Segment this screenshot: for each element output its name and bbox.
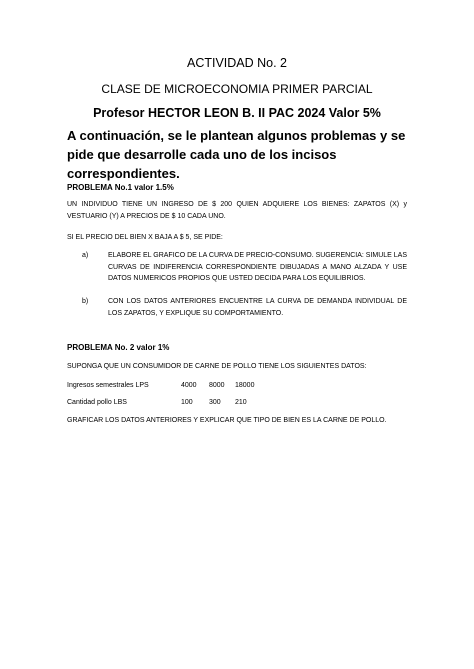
problem-1-heading: PROBLEMA No.1 valor 1.5% <box>67 183 174 192</box>
data-cell: 4000 <box>181 382 197 389</box>
problem-2-statement: SUPONGA QUE UN CONSUMIDOR DE CARNE DE POLLO TIENE LOS SIGUIENTES DATOS: <box>67 363 367 370</box>
data-cell: 18000 <box>235 382 255 389</box>
data-cell: 210 <box>235 399 247 406</box>
problem-2-heading: PROBLEMA No. 2 valor 1% <box>67 343 170 352</box>
class-title: CLASE DE MICROECONOMIA PRIMER PARCIAL <box>101 82 373 96</box>
professor-line: Profesor HECTOR LEON B. II PAC 2024 Valor 5% <box>93 106 381 120</box>
data-cell: 100 <box>181 399 193 406</box>
problem-1-item-a-text: ELABORE EL GRAFICO DE LA CURVA DE PRECIO-CONSUMO. SUGERENCIA: SIMULE LAS CURVAS DE INDIFERENCIA CORRESPONDIENTE DIBUJADAS A MANO ALZADA Y USE DATOS NUMERICOS PROPIOS QUE USTED DECIDA PARA LOS EQUILIBRIOS. <box>108 252 407 282</box>
problem-2-closing: GRAFICAR LOS DATOS ANTERIORES Y EXPLICAR QUE TIPO DE BIEN ES LA CARNE DE POLLO. <box>67 417 387 424</box>
problem-1-item-b-text: CON LOS DATOS ANTERIORES ENCUENTRE LA CURVA DE DEMANDA INDIVIDUAL DE LOS ZAPATOS, Y EXPLIQUE SU COMPORTAMIENTO. <box>108 298 407 317</box>
data-row-label: Ingresos semestrales LPS <box>67 382 149 389</box>
intro-paragraph: A continuación, se le plantean algunos problemas y se pide que desarrolle cada uno de los incisos correspondientes. <box>67 128 406 181</box>
data-cell: 8000 <box>209 382 225 389</box>
data-row-label: Cantidad pollo LBS <box>67 399 127 406</box>
problem-1-condition: SI EL PRECIO DEL BIEN X BAJA A $ 5, SE PIDE: <box>67 234 223 241</box>
activity-title: ACTIVIDAD No. 2 <box>186 56 288 70</box>
problem-1-item-b-marker: b) <box>82 298 89 305</box>
problem-1-statement: UN INDIVIDUO TIENE UN INGRESO DE $ 200 QUIEN ADQUIERE LOS BIENES: ZAPATOS (X) y VESTUARIO (Y) A PRECIOS DE $ 10 CADA UNO. <box>67 201 407 220</box>
problem-1-item-a-marker: a) <box>82 252 89 259</box>
data-cell: 300 <box>209 399 221 406</box>
